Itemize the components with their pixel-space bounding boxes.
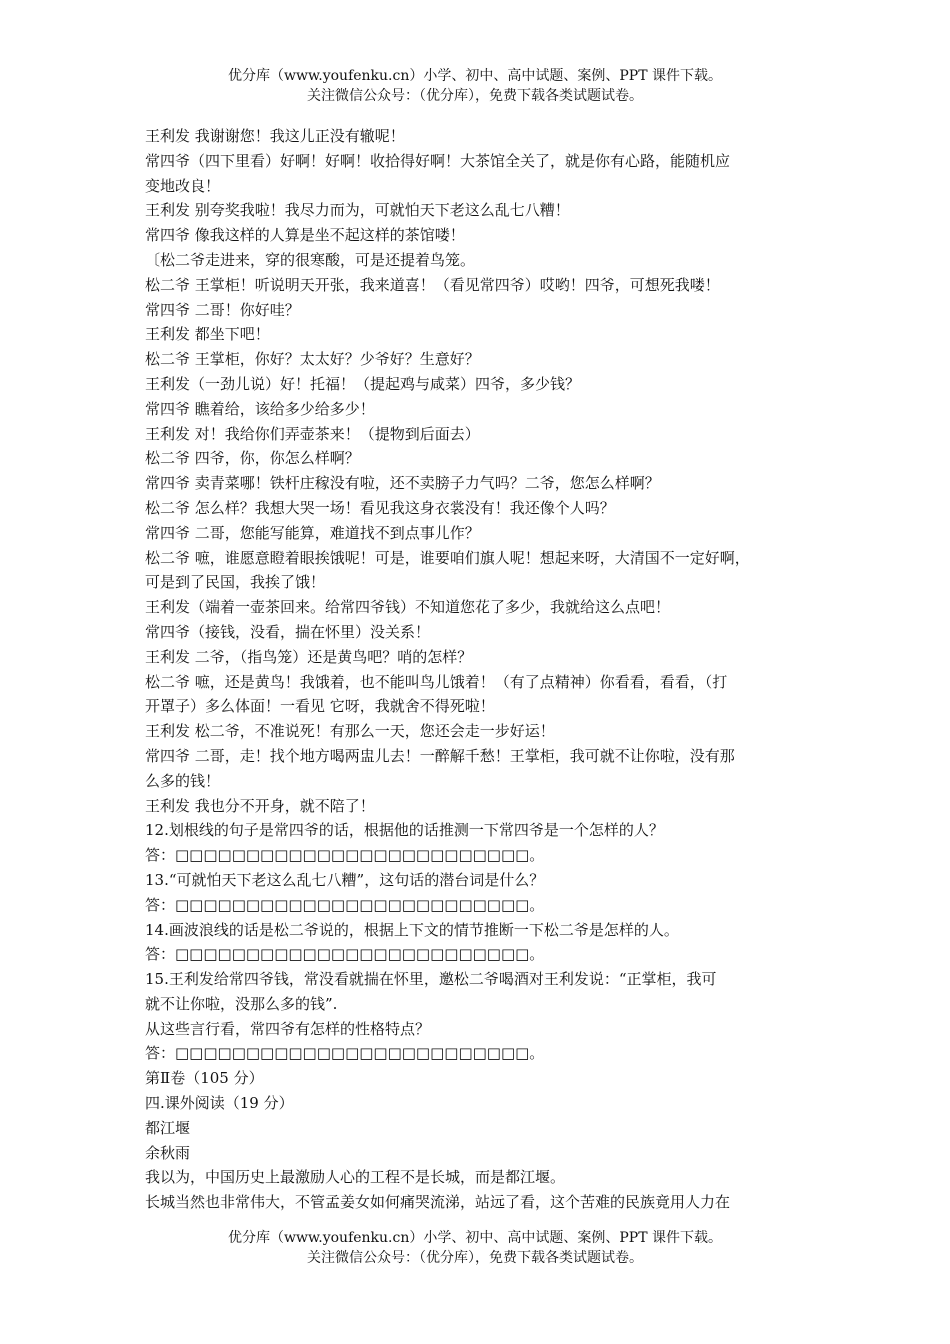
header-line-2: 关注微信公众号：（优分库），免费下载各类试题试卷。 xyxy=(307,88,643,104)
text-line: 我以为，中国历史上最激励人心的工程不是长城，而是都江堰。 xyxy=(145,1168,566,1187)
text-line: 常四爷 像我这样的人算是坐不起这样的茶馆喽！ xyxy=(145,226,465,245)
text-line: 开罩子）多么体面！一看见 它呀，我就舍不得死啦！ xyxy=(145,697,495,716)
page-footer xyxy=(0,1228,950,1268)
text-line: 王利发 松二爷，不准说死！有那么一天，您还会走一步好运！ xyxy=(145,722,555,741)
question-15: 15.王利发给常四爷钱，常没看就揣在怀里，邀松二爷喝酒对王利发说：“正掌柜，我可 xyxy=(145,970,717,989)
question-13: 13.“可就怕天下老这么乱七八糟”，这句话的潜台词是什么？ xyxy=(145,870,545,889)
answer-blank-12: 答：□□□□□□□□□□□□□□□□□□□□□□□□□。 xyxy=(145,846,545,865)
answer-blank-15: 答：□□□□□□□□□□□□□□□□□□□□□□□□□。 xyxy=(145,1044,545,1063)
text-line: 常四爷 二哥！你好哇？ xyxy=(145,300,300,319)
footer-line-2: 关注微信公众号：（优分库），免费下载各类试题试卷。 xyxy=(307,1250,643,1266)
text-line: 长城当然也非常伟大，不管孟姜女如何痛哭流涕，站远了看，这个苦难的民族竟用人力在 xyxy=(145,1193,731,1212)
text-line: 常四爷 二哥，您能写能算，难道找不到点事儿作？ xyxy=(145,523,480,542)
text-line: 王利发 我也分不开身，就不陪了！ xyxy=(145,796,375,815)
text-line: 松二爷 王掌柜！听说明天开张，我来道喜！（看见常四爷）哎哟！四爷，可想死我喽！ xyxy=(145,275,720,294)
answer-blank-13: 答：□□□□□□□□□□□□□□□□□□□□□□□□□。 xyxy=(145,895,545,914)
text-line: 松二爷 怎么样？我想大哭一场！看见我这身衣裳没有！我还像个人吗？ xyxy=(145,498,615,517)
question-15-prompt: 从这些言行看，常四爷有怎样的性格特点？ xyxy=(145,1019,431,1038)
text-line: 王利发 对！我给你们弄壶茶来！（提物到后面去） xyxy=(145,424,480,443)
text-line: 王利发 我谢谢您！我这儿正没有辙呢！ xyxy=(145,127,405,145)
text-line: 常四爷 卖青菜哪！铁杆庄稼没有啦，还不卖膀子力气吗？二爷，您怎么样啊？ xyxy=(145,474,660,493)
text-line: 松二爷 嗻，谁愿意瞪着眼挨饿呢！可是，谁要咱们旗人呢！想起来呀，大清国不一定好啊， xyxy=(145,548,750,567)
text-line: 常四爷 二哥，走！找个地方喝两盅儿去！一醉解千愁！王掌柜，我可就不让你啦，没有那 xyxy=(145,746,735,765)
answer-blank-14: 答：□□□□□□□□□□□□□□□□□□□□□□□□□。 xyxy=(145,945,545,964)
article-title: 都江堰 xyxy=(145,1118,191,1137)
stage-direction: 〔松二爷走进来，穿的很寒酸，可是还提着鸟笼。 xyxy=(145,250,476,269)
question-15-cont: 就不让你啦，没那么多的钱”. xyxy=(145,994,338,1013)
text-line: 王利发（一劲儿说）好！托福！（提起鸡与咸菜）四爷，多少钱？ xyxy=(145,374,581,393)
text-line: 松二爷 嗻，还是黄鸟！我饿着，也不能叫鸟儿饿着！（有了点精神）你看看，看看，（打 xyxy=(145,672,728,691)
text-line: 王利发 二爷，（指鸟笼）还是黄鸟吧？哨的怎样？ xyxy=(145,647,473,666)
text-line: 王利发（端着一壶茶回来。给常四爷钱）不知道您花了多少，我就给这么点吧！ xyxy=(145,598,671,617)
text-line: 可是到了民国，我挨了饿！ xyxy=(145,573,326,592)
question-14: 14.画波浪线的话是松二爷说的，根据上下文的情节推断一下松二爷是怎样的人。 xyxy=(145,920,679,939)
article-author: 余秋雨 xyxy=(145,1143,191,1162)
question-12: 12.划根线的句子是常四爷的话，根据他的话推测一下常四爷是一个怎样的人？ xyxy=(145,821,664,840)
text-line: 常四爷（四下里看）好啊！好啊！收拾得好啊！大茶馆全关了，就是你有心路，能随机应 xyxy=(145,151,731,170)
page-header xyxy=(0,66,950,106)
text-line: 变地改良！ xyxy=(145,176,221,195)
text-line: 么多的钱！ xyxy=(145,771,221,790)
text-line: 王利发 别夸奖我啦！我尽力而为，可就怕天下老这么乱七八糟！ xyxy=(145,201,570,220)
text-line: 王利发 都坐下吧！ xyxy=(145,325,270,344)
section-heading-reading: 四.课外阅读（19 分） xyxy=(145,1094,294,1113)
text-line: 常四爷（接钱，没看，揣在怀里）没关系！ xyxy=(145,622,431,641)
text-line: 常四爷 瞧着给，该给多少给多少！ xyxy=(145,399,375,418)
text-line: 松二爷 四爷，你，你怎么样啊？ xyxy=(145,449,360,468)
document-body xyxy=(145,124,813,1215)
header-line-1: 优分库（www.youfenku.cn）小学、初中、高中试题、案例、PPT 课件下载。 xyxy=(227,68,722,84)
section-heading-volume-2: 第Ⅱ卷（105 分） xyxy=(145,1069,264,1088)
text-line: 松二爷 王掌柜，你好？太太好？少爷好？生意好？ xyxy=(145,350,480,369)
footer-line-1: 优分库（www.youfenku.cn）小学、初中、高中试题、案例、PPT 课件下载。 xyxy=(227,1230,722,1246)
